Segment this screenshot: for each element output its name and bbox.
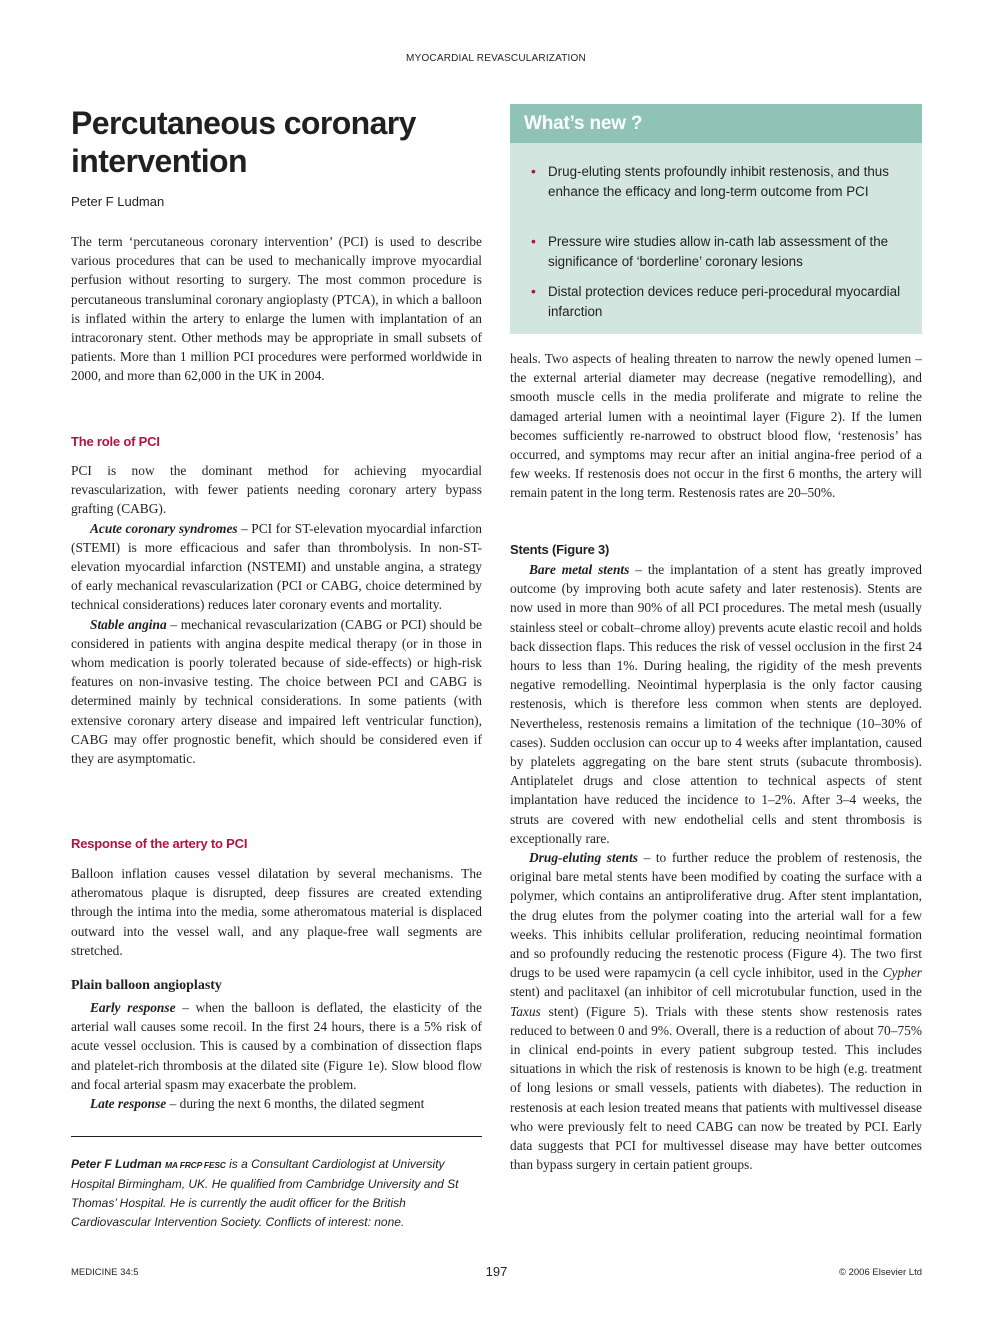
article-title: Percutaneous coronary intervention [71, 105, 416, 179]
bare-lead: Bare metal stents [529, 562, 630, 577]
footnote-credentials: MA FRCP FESC [165, 1160, 226, 1170]
healing-paragraph: heals. Two aspects of healing threaten to narrow the newly opened lumen – the external arterial diameter may decrease (negative remodelling), and smooth muscle cells in the media proliferate and migrate to reline the damaged arterial lumen with a neointimal layer (Figure 2). If the lumen becomes sufficiently re-narrowed to obstruct blood flow, ‘restenosis’ has occurred, and symptoms may recur after an initial angina-free period of a few weeks. If restenosis does not occur in the first 6 months, the artery will remain patent in the long term. Restenosis rates are 20–50%. [510, 351, 922, 501]
section-heading-response: Response of the artery to PCI [71, 836, 248, 851]
late-text: – during the next 6 months, the dilated segment [166, 1096, 425, 1112]
whats-new-item: • Distal protection devices reduce peri-procedural myocardial infarction [531, 283, 901, 319]
acs-lead: Acute coronary syndromes [90, 520, 238, 536]
whats-new-item: • Pressure wire studies allow in-cath lab assessment of the significance of ‘borderline’ coronary lesions [531, 233, 889, 269]
early-response-paragraph [71, 998, 482, 1094]
stable-angina-paragraph [71, 615, 482, 769]
plain-balloon-section [71, 998, 482, 1113]
whats-new-item: • Drug-eluting stents profoundly inhibit restenosis, and thus enhance the efficacy and long-term outcome from PCI [531, 163, 889, 199]
footnote-divider [71, 1136, 482, 1137]
stable-lead: Stable angina [90, 616, 167, 632]
running-head: MYOCARDIAL REVASCULARIZATION [406, 53, 586, 64]
bare-text: – the implantation of a stent has greatly improved outcome (by improving both acute safety and later restenosis). Stents are now used in more than 90% of all PCI procedures. The metal mesh (usually stainless steel or cobalt–chrome alloy) prevents acute elastic recoil and holds back dissection flaps. This reduces the risk of vessel occlusion in the first 24 hours to less than 1%. During healing, the rigidity of the mesh prevents negative remodelling. Neointimal hyperplasia is the only factor causing restenosis, which is therefore less common when stents are deployed. Nevertheless, restenosis remains a limitation of the technique (10–30% of cases). Sudden occlusion can occur up to 4 weeks after implantation, caused by platelets aggregating on the bare stent struts (subacute thrombosis). Antiplatelet drugs and close attention to technical aspects of stent implantation have reduced the incidence to 1–2%. After 3–4 weeks, the struts are covered with new endothelial cells and stent thrombosis is exceptionally rare. [510, 562, 923, 846]
author-footnote [71, 1155, 482, 1232]
cypher-name: Cypher [882, 965, 922, 981]
subheading-stents: Stents (Figure 3) [510, 542, 610, 557]
de-lead: Drug-eluting stents [529, 850, 638, 866]
journal-issue: MEDICINE 34:5 [71, 1267, 139, 1278]
page-footer [71, 1264, 922, 1282]
whats-new-box [510, 104, 922, 334]
early-lead: Early response [90, 1000, 176, 1015]
drug-eluting-paragraph: Drug-eluting stents – to further reduce the problem of restenosis, the original bare metal stents have been modified by coating the surface with a polymer, which contains an antiproliferative drug. After stent implantation, the drug elutes from the polymer coating into the arterial wall for a few weeks. This inhibits cellular proliferation, reducing neointimal formation and so profoundly reducing the restenotic process (Figure 4). The two first drugs to be used were rapamycin (a cell cycle inhibitor, used in the Cypher stent) and paclitaxel (an inhibitor of cell microtubular function, used in the Taxus stent) (Figure 5). Trials with these stents show restenosis rates reduced to between 0 and 9%. Overall, there is a reduction of about 70–75% in clinical end-points in every patient subgroup tested. This includes situations in which the risk of restenosis is known to be high (e.g. treatment of long lesions or small vessels, patients with diabetes). The reduction in restenosis at each lesion treated means that patients with multivessel disease who were previously felt to need CABG can now be treated by PCI. Early data suggests that PCI for multivessel disease may have better outcomes than bypass surgery in certain patient groups. [510, 850, 922, 1173]
author-name: Peter F Ludman [71, 194, 165, 209]
late-response-paragraph [71, 1094, 482, 1113]
acs-paragraph [71, 519, 482, 615]
bullet-icon: • [531, 163, 536, 179]
footnote-author-name: Peter F Ludman [71, 1157, 162, 1171]
footnote-text: is a Consultant Cardiologist at University Hospital Birmingham, UK. He qualified from Cambridge University and St Thomas’ Hospital. He is currently the audit officer for the British Cardiovascular Intervention Society. Conflicts of interest: none. [71, 1157, 459, 1229]
whats-new-heading: What’s new ? [510, 104, 922, 143]
response-paragraph: Balloon inflation causes vessel dilatation by several mechanisms. The atheromatous plaque is disrupted, deep fissures are created extending through the intima into the media, some atheromatous material is displaced outward into the vessel wall, and any plaque-free wall segments are stretched. [71, 866, 482, 958]
late-lead: Late response [90, 1096, 167, 1112]
page-number: 197 [485, 1264, 508, 1279]
taxus-name: Taxus [510, 1003, 541, 1019]
stents-section [510, 560, 922, 1175]
bullet-icon: • [531, 233, 536, 249]
intro-paragraph: The term ‘percutaneous coronary intervention’ (PCI) is used to describe various procedures that can be used to mechanically improve myocardial perfusion without resorting to surgery. The most common procedure is percutaneous transluminal coronary angioplasty (PTCA), in which a balloon is inflated within the artery to enlarge the lumen with implantation of an intracoronary stent. Other methods may be appropriate in small subsets of patients. More than 1 million PCI procedures were performed worldwide in 2000, and more than 62,000 in the UK in 2004. [71, 234, 482, 384]
early-text: – when the balloon is deflated, the elasticity of the arterial wall causes some recoil. In the first 24 hours, there is a 5% risk of acute vessel occlusion. This is caused by a combination of dissection flaps and platelet-rich thrombosis at the dilated site (Figure 1e). Slow blood flow and focal arterial spasm may exacerbate the problem. [71, 1000, 482, 1092]
section-heading-role: The role of PCI [71, 434, 160, 449]
bullet-icon: • [531, 283, 536, 299]
role-paragraph: PCI is now the dominant method for achieving myocardial revascularization, with fewer patients needing coronary artery bypass grafting (CABG). [71, 463, 482, 517]
copyright: © 2006 Elsevier Ltd [838, 1267, 922, 1278]
acs-text: – PCI for ST-elevation myocardial infarction (STEMI) is more efficacious and safer than thrombolysis. In non-ST-elevation myocardial infarction (NSTEMI) and unstable angina, a strategy of early mechanical revascularization (PCI or CABG, choice determined by technical considerations) reduces later coronary events and mortality. [71, 520, 482, 613]
stable-text: – mechanical revascularization (CABG or PCI) should be considered in patients with angina despite medical therapy (or in those in whom medication is poorly tolerated because of side-effects) or high-risk features on non-invasive testing. The choice between PCI and CABG is determined mainly by technical considerations. In some patients (with extensive coronary artery disease and impaired left ventricular function), CABG may offer prognostic benefit, which should be considered even if they are asymptomatic. [71, 616, 483, 767]
role-section [71, 461, 482, 768]
bare-metal-paragraph [510, 560, 922, 848]
subheading-plain-balloon: Plain balloon angioplasty [71, 978, 222, 993]
